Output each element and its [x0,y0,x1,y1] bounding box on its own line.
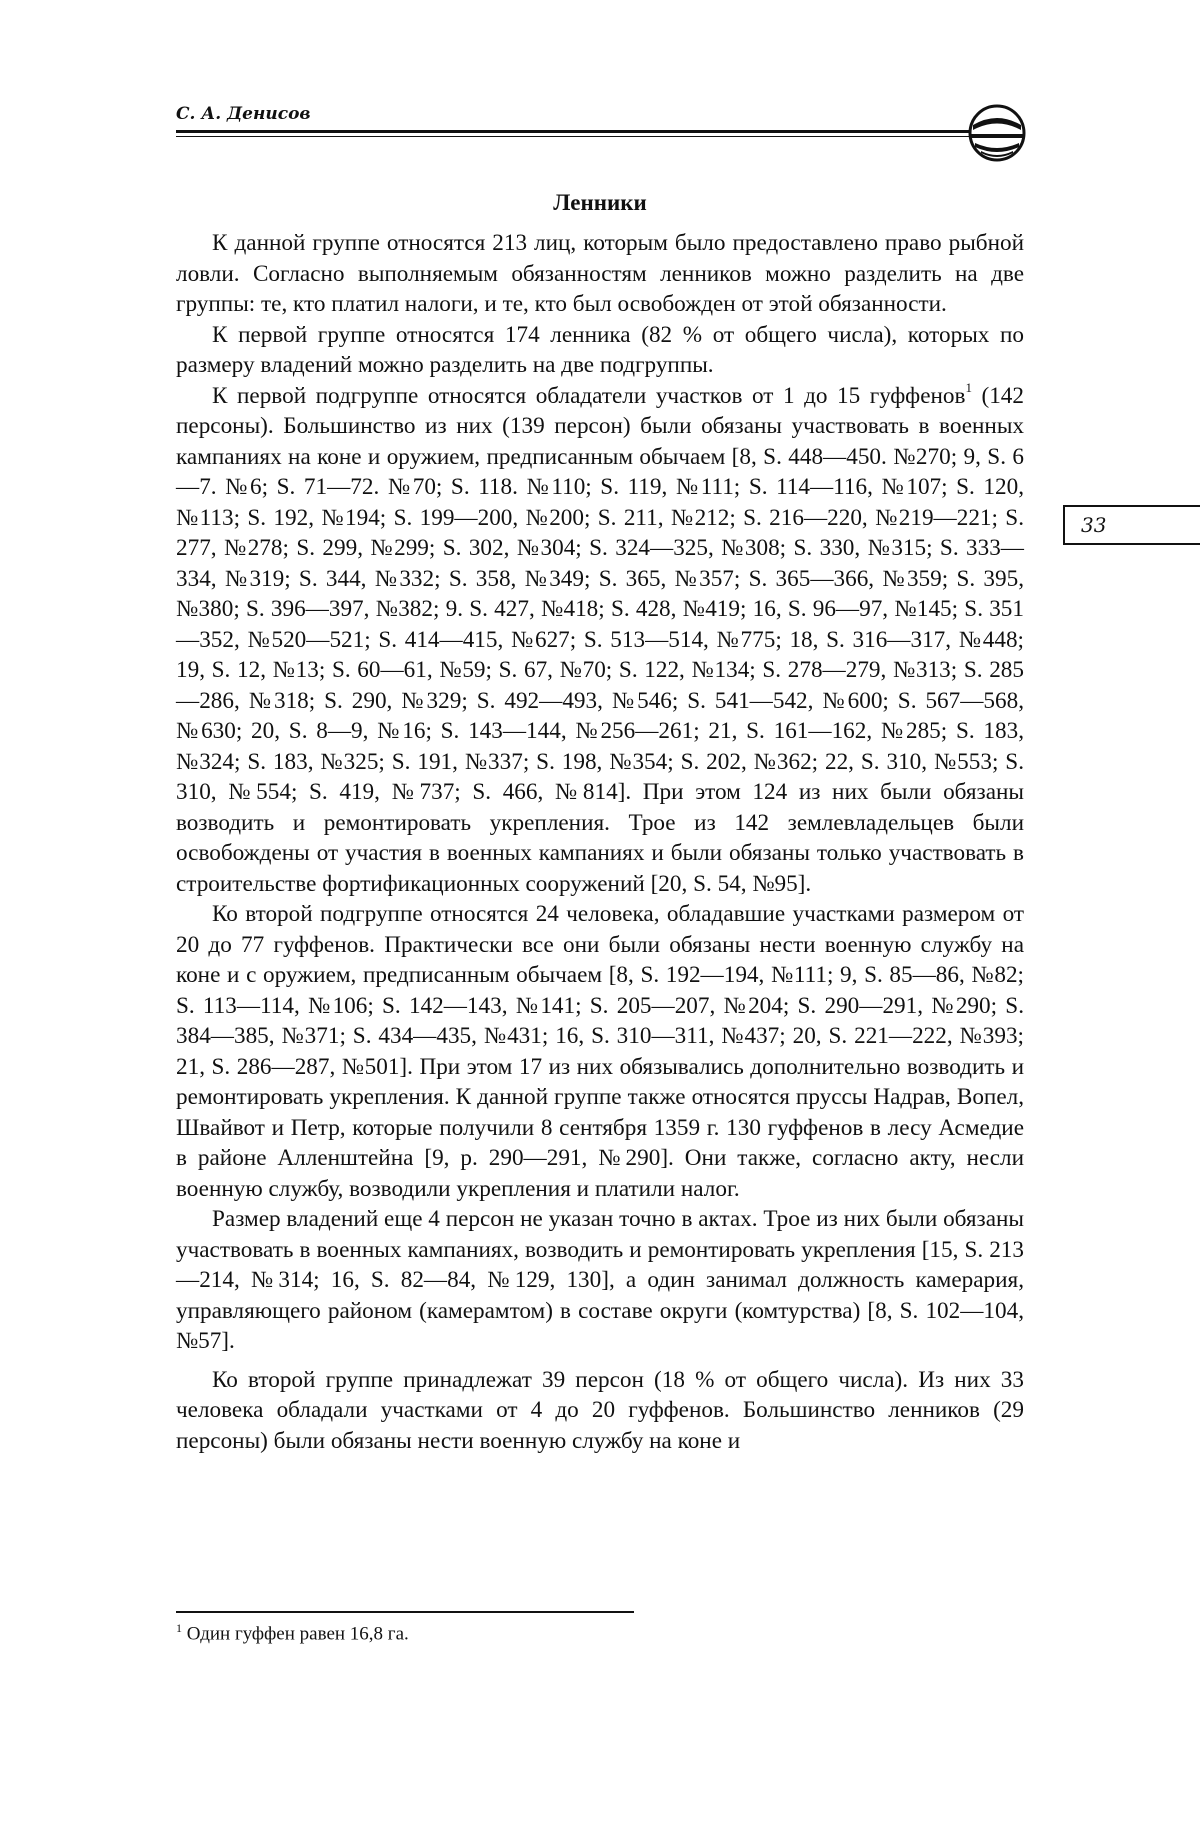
paragraph: Размер владений еще 4 персон не указан точно в актах. Трое из них были обязаны участвовать в военных кампаниях, возводить и ремонтировать укрепления [15, S. 213—214, №314; 16, S. 82—84, №129, 130], а один занимал должность камерария, управляющего районом (камерамтом) в составе округи (комтурства) [8, S. 102—104, №57]. [176,1206,1024,1354]
paragraph: К данной группе относятся 213 лиц, которым было предоставлено право рыбной ловли. Согласно выполняемым обязанностям ленников можно разделить на две группы: те, кто платил налоги, и те, кто был освобожден от этой обязанности. [176,230,1024,317]
paragraph [176,381,1024,900]
paragraph-text: К первой подгруппе относятся обладатели участков от 1 до 15 гуффенов [212,382,966,409]
section-title: Ленники [553,190,647,215]
header-rule-thin [176,136,976,137]
paragraph: К первой группе относятся 174 ленника (82 % от общего числа), которых по размеру владений можно разделить на две подгруппы. [176,321,1024,378]
footnote-text: Один гуффен равен 16,8 га. [186,1623,409,1645]
journal-logo-icon [967,103,1027,163]
paragraph-text: (142 персоны). Большинство из них (139 персон) были обязаны участвовать в военных кампаниях на коне и оружием, предписанным обычаем [8, S. 448—450. №270; 9, S. 6—7. №6; S. 71—72. №70; S. 118. №110; S. 119, №111; S. 114—116, №107; S. 120, №113; S. 192, №194; S. 199—200, №200; S. 211, №212; S. 216—220, №219—221; S. 277, №278; S. 299, №299; S. 302, №304; S. 324—325, №308; S. 330, №315; S. 333—334, №319; S. 344, №332; S. 358, №349; S. 365, №357; S. 365—366, №359; S. 395, №380; S. 396—397, №382; 9. S. 427, №418; S. 428, №419; 16, S. 96—97, №145; S. 351—352, №520—521; S. 414—415, №627; S. 513—514, №775; 18, S. 316—317, №448; 19, S. 12, №13; S. 60—61, №59; S. 67, №70; S. 122, №134; S. 278—279, №313; S. 285—286, №318; S. 290, №329; S. 492—493, №546; S. 541—542, №600; S. 567—568, №630; 20, S. 8—9, №16; S. 143—144, №256—261; 21, S. 161—162, №285; S. 183, №324; S. 183, №325; S. 191, №337; S. 198, №354; S. 202, №362; 22, S. 310, №553; S. 310, №554; S. 419, №737; S. 466, №814]. При этом 124 из них были обязаны возводить и ремонтировать укрепления. Трое из 142 землевладельцев были освобождены от участия в военных кампаниях и были обязаны только участвовать в строительстве фортификационных сооружений [20, S. 54, №95]. [176,382,1024,897]
paragraph: Ко второй подгруппе относятся 24 человека, обладавшие участками размером от 20 до 77 гуффенов. Практически все они были обязаны нести военную службу на коне и с оружием, предписанным обычаем [8, S. 192—194, №111; 9, S. 85—86, №82; S. 113—114, №106; S. 142—143, №141; S. 205—207, №204; S. 290—291, №290; S. 384—385, №371; S. 434—435, №431; 16, S. 310—311, №437; 20, S. 221—222, №393; 21, S. 286—287, №501]. При этом 17 из них обязывались дополнительно возводить и ремонтировать укрепления. К данной группе также относятся пруссы Надрав, Вопел, Швайвот и Петр, которые получили 8 сентября 1359 г. 130 гуффенов в лесу Асмедие в районе Алленштейна [9, p. 290—291, №290]. Они также, согласно акту, несли военную службу, возводили укрепления и платили налог. [176,901,1024,1202]
page-number [1063,505,1200,545]
page-number-text: 33 [1081,513,1107,537]
paragraph: Ко второй группе принадлежат 39 персон (18 % от общего числа). Из них 33 человека обладали участками от 4 до 20 гуффенов. Большинство ленников (29 персоны) были обязаны нести военную службу на коне и [176,1366,1024,1454]
footnote-rule [176,1611,634,1613]
article-body [176,188,1024,1456]
footnote [176,1621,409,1645]
footnote-marker: 1 [176,1621,182,1635]
footnote-reference: 1 [965,379,972,395]
header-rule [176,130,976,133]
running-head-author: С. А. Денисов [176,104,311,124]
